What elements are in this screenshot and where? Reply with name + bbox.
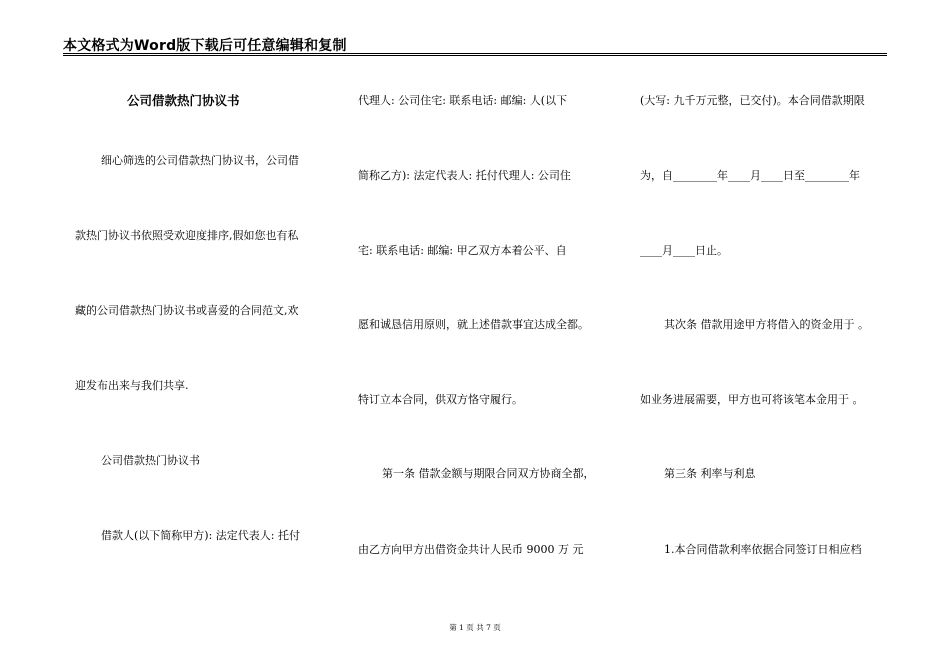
section-heading: 公司借款热门协议书	[101, 454, 200, 467]
paragraph-line: 藏的公司借款热门协议书或喜爱的合同范文,欢	[75, 304, 299, 317]
document-title: 公司借款热门协议书	[127, 93, 240, 108]
clause-heading: 第三条 利率与利息	[664, 467, 756, 480]
clause-heading: 其次条 借款用途甲方将借入的资金用于 。	[664, 318, 869, 331]
header-title: 本文格式为Word版下载后可任意编辑和复制	[63, 38, 347, 54]
paragraph-line: (大写: 九千万元整，已交付)。本合同借款期限	[640, 94, 865, 107]
paragraph-line: 愿和诚恳信用原则，就上述借款事宜达成全都。	[358, 318, 589, 331]
paragraph-line: 特订立本合同，供双方恪守履行。	[358, 393, 523, 406]
header-rule	[63, 53, 887, 56]
paragraph-line: 为，自________年____月____日至________年	[640, 169, 860, 182]
paragraph-line: 简称乙方): 法定代表人: 托付代理人: 公司住	[358, 169, 571, 182]
page-footer: 第 1 页 共 7 页	[449, 623, 501, 632]
paragraph-line: 细心筛选的公司借款热门协议书，公司借	[101, 154, 299, 167]
paragraph-line: 借款人(以下简称甲方): 法定代表人: 托付	[101, 529, 300, 542]
paragraph-line: 迎发布出来与我们共享.	[75, 379, 189, 392]
paragraph-line: 款热门协议书依照受欢迎度排序,假如您也有私	[75, 229, 299, 242]
paragraph-line: ____月____日止。	[640, 244, 728, 257]
clause-heading: 第一条 借款金额与期限合同双方协商全都，	[382, 467, 595, 480]
paragraph-line: 宅: 联系电话: 邮编: 甲乙双方本着公平、自	[358, 244, 567, 257]
paragraph-line: 如业务进展需要，甲方也可将该笔本金用于 。	[640, 393, 864, 406]
paragraph-line: 1.本合同借款利率依据合同签订日相应档	[664, 543, 862, 556]
paragraph-line: 由乙方向甲方出借资金共计人民币 9000 万 元	[358, 543, 584, 556]
paragraph-line: 代理人: 公司住宅: 联系电话: 邮编: 人(以下	[358, 94, 568, 107]
